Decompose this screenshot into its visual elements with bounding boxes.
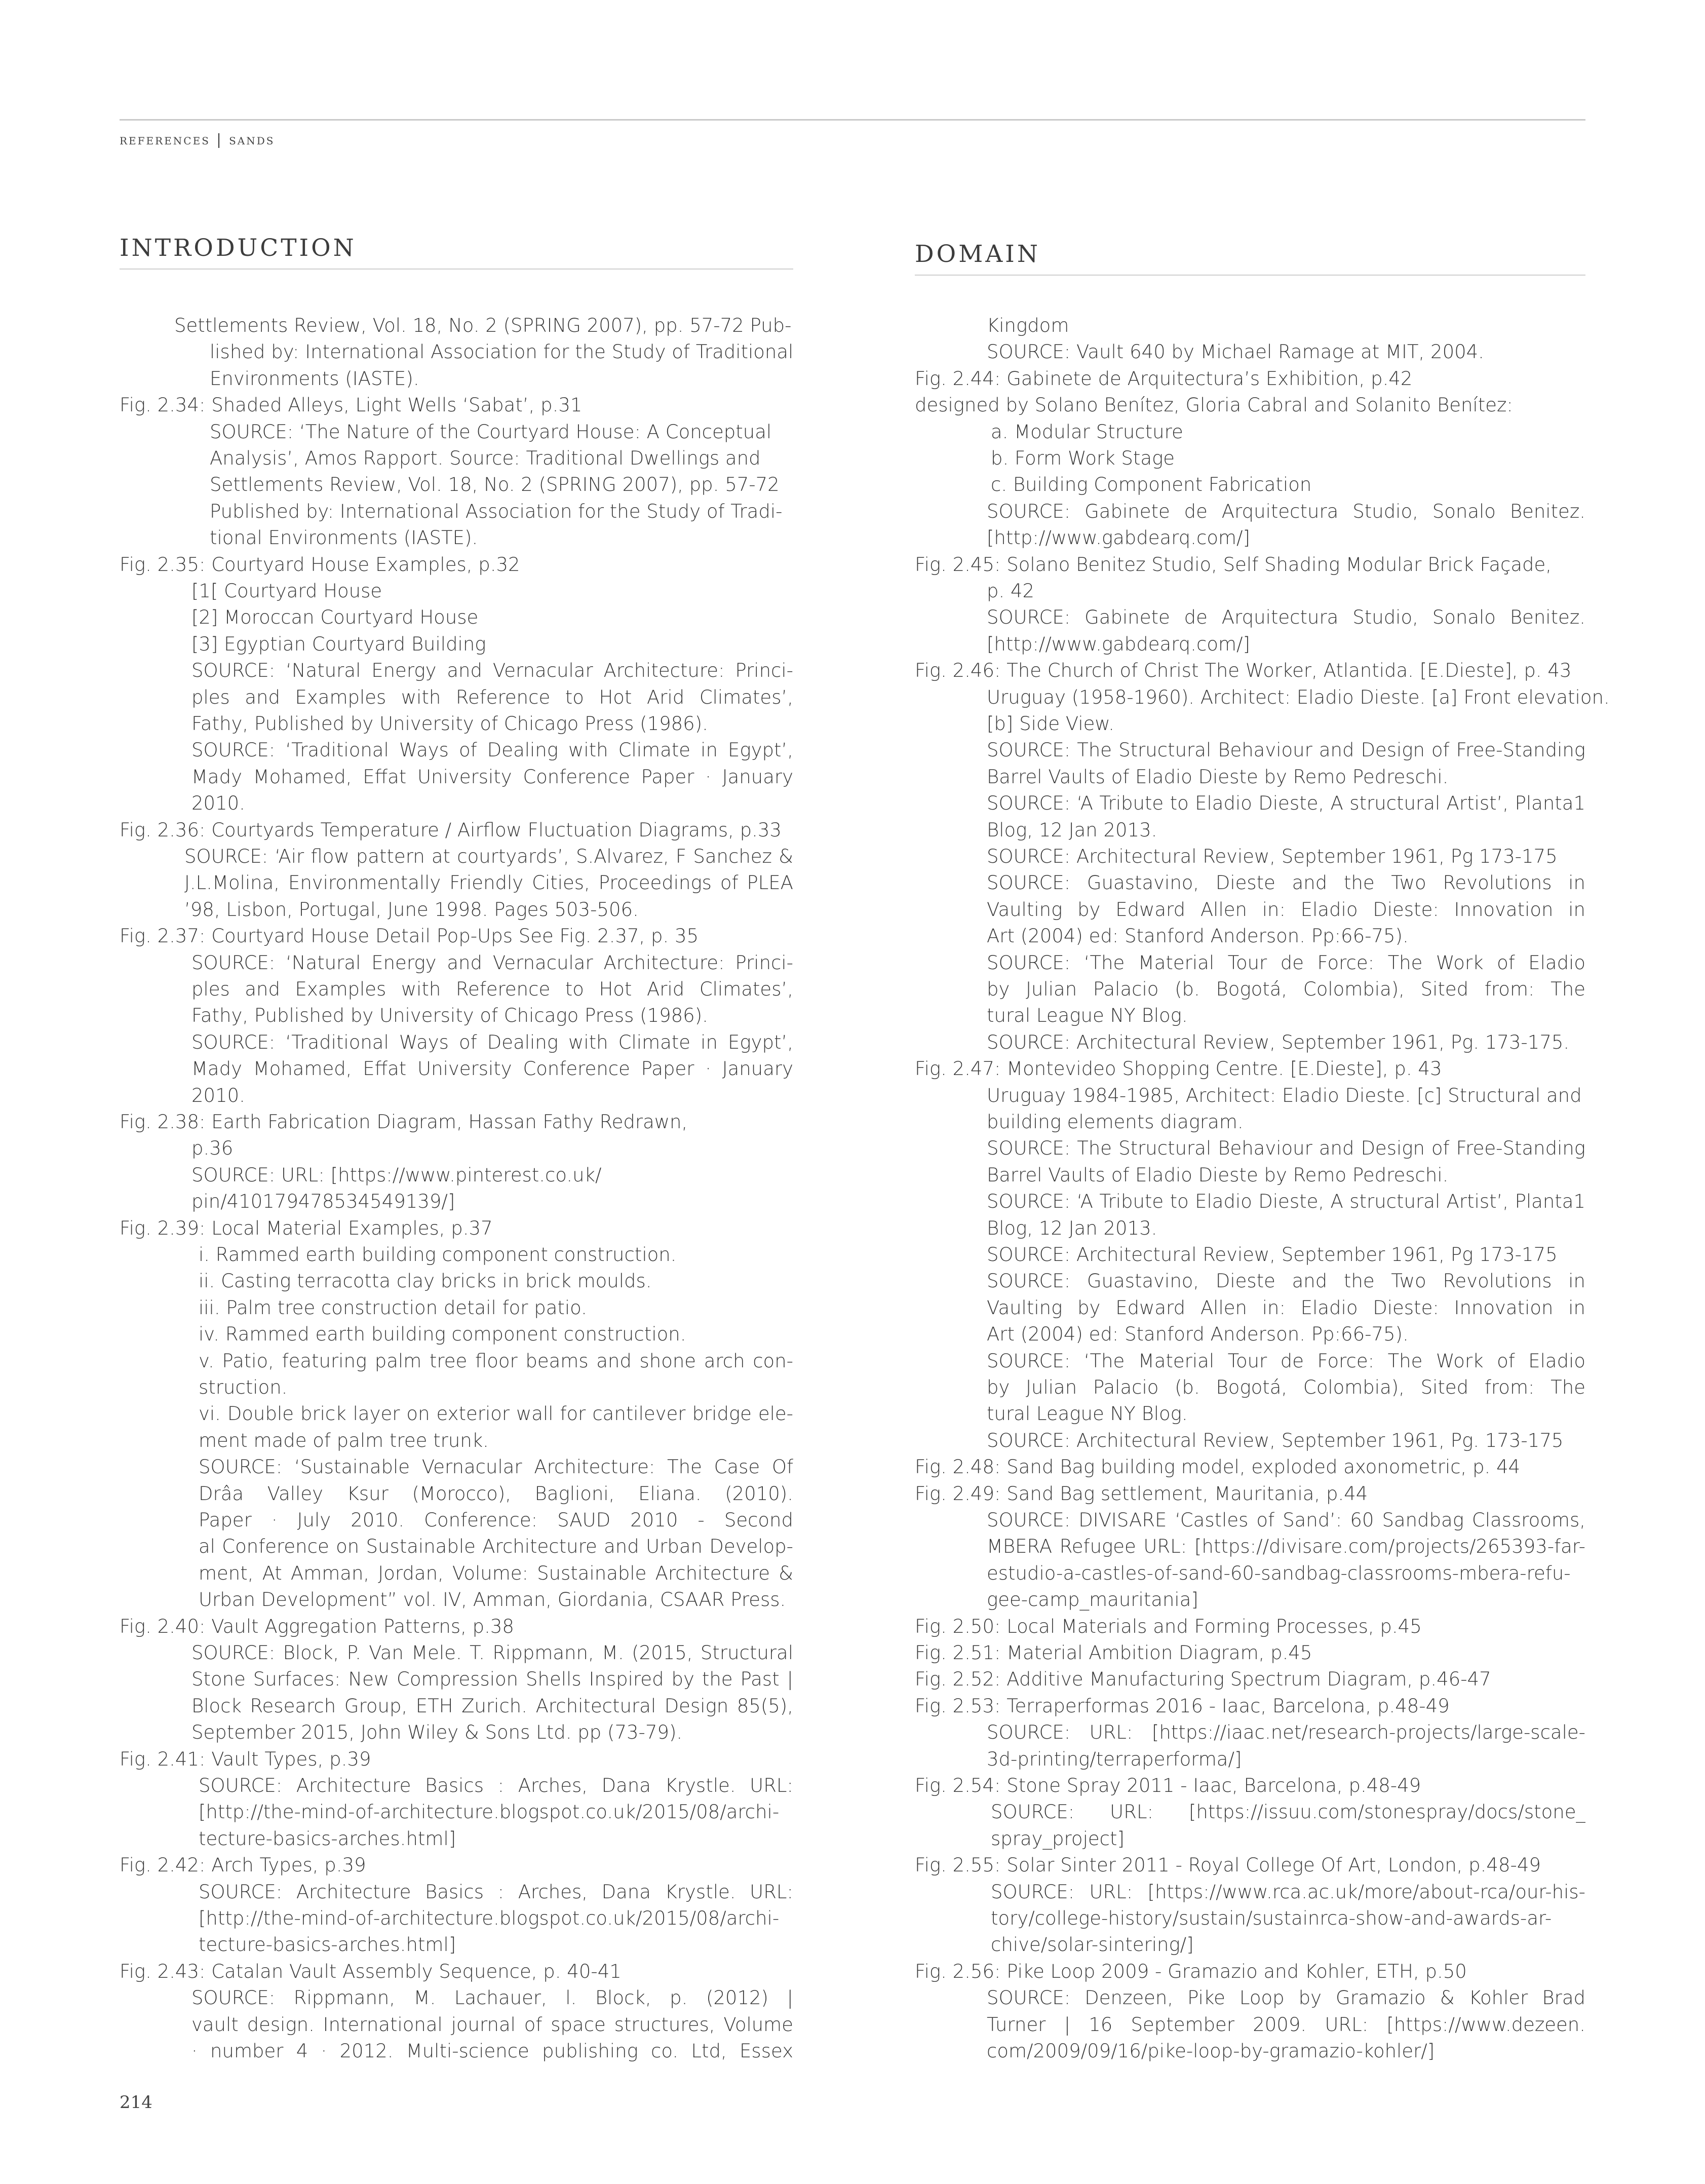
reference-detail-line: SOURCE: ‘The Material Tour de Force: The Work of Eladio <box>987 951 1585 974</box>
reference-detail-line: Published by: International Association for the Study of Tradi- <box>210 500 783 522</box>
reference-detail-line: SOURCE: ‘Sustainable Vernacular Architecture: The Case Of <box>199 1456 793 1478</box>
reference-detail-line: [2] Moroccan Courtyard House <box>191 606 479 629</box>
reference-detail-line: struction. <box>199 1376 288 1399</box>
reference-detail-line: Uruguay 1984-1985, Architect: Eladio Dieste. [c] Structural and <box>987 1084 1582 1106</box>
reference-detail-line: SOURCE: ‘The Nature of the Courtyard House: A Conceptual <box>210 420 772 443</box>
reference-detail-line: [http://www.gabdearq.com/] <box>987 633 1250 655</box>
reference-detail-line: SOURCE: Vault 640 by Michael Ramage at MIT, 2004. <box>987 341 1484 363</box>
reference-detail-line: Mady Mohamed, Effat University Conference Paper · January <box>191 1058 793 1080</box>
reference-entry-line: Fig. 2.46: The Church of Christ The Worker, Atlantida. [E.Dieste], p. 43 <box>915 660 1572 682</box>
reference-detail-line: Environments (IASTE). <box>210 367 419 390</box>
reference-detail-line: chive/solar-sintering/] <box>991 1934 1194 1956</box>
reference-detail-line: ment, At Amman, Jordan, Volume: Sustainable Architecture & <box>199 1562 793 1584</box>
reference-detail-line: vi. Double brick layer on exterior wall for cantilever bridge ele- <box>199 1403 793 1425</box>
reference-detail-line: [http://www.gabdearq.com/] <box>987 527 1250 549</box>
reference-detail-line: tecture-basics-arches.html] <box>199 1827 456 1850</box>
section-title-introduction: INTRODUCTION <box>120 234 357 262</box>
reference-detail-line: SOURCE: The Structural Behaviour and Design of Free-Standing <box>987 739 1585 761</box>
reference-detail-line: Stone Surfaces: New Compression Shells Inspired by the Past | <box>191 1668 793 1691</box>
reference-entry-line: Fig. 2.52: Additive Manufacturing Spectrum Diagram, p.46-47 <box>915 1668 1491 1691</box>
reference-detail-line: Barrel Vaults of Eladio Dieste by Remo Pedreschi. <box>987 765 1449 788</box>
reference-entry-line: Fig. 2.47: Montevideo Shopping Centre. [E.Dieste], p. 43 <box>915 1058 1442 1080</box>
reference-entry-line: Fig. 2.51: Material Ambition Diagram, p.45 <box>915 1642 1312 1664</box>
reference-detail-line: iv. Rammed earth building component construction. <box>199 1323 686 1346</box>
header-rule <box>120 119 1585 121</box>
section-rule <box>120 269 793 270</box>
reference-detail-line: Barrel Vaults of Eladio Dieste by Remo Pedreschi. <box>987 1164 1449 1186</box>
reference-detail-line: tural League NY Blog. <box>987 1403 1188 1425</box>
running-head: references | sands <box>120 131 275 148</box>
reference-detail-line: tory/college-history/sustain/sustainrca-show-and-awards-ar- <box>991 1907 1552 1930</box>
reference-detail-line: Blog, 12 Jan 2013. <box>987 1217 1157 1239</box>
reference-entry-line: Fig. 2.54: Stone Spray 2011 - Iaac, Barcelona, p.48-49 <box>915 1775 1421 1797</box>
reference-detail-line: SOURCE: ‘A Tribute to Eladio Dieste, A structural Artist’, Planta1 <box>987 792 1585 815</box>
reference-detail-line: al Conference on Sustainable Architecture and Urban Develop- <box>199 1536 793 1558</box>
reference-detail-line: SOURCE: Architectural Review, September 1961, Pg 173-175 <box>987 1244 1558 1266</box>
reference-detail-line: SOURCE: Gabinete de Arquitectura Studio, Sonalo Benitez. <box>987 500 1585 522</box>
reference-detail-line: Turner | 16 September 2009. URL: [https://www.dezeen. <box>987 2013 1585 2036</box>
reference-detail-line: SOURCE: Denzeen, Pike Loop by Gramazio & Kohler Brad <box>987 1987 1585 2009</box>
reference-detail-line: SOURCE: ‘Traditional Ways of Dealing with Climate in Egypt’, <box>191 739 793 761</box>
reference-detail-line: SOURCE: URL: [https://www.rca.ac.uk/more/about-rca/our-his- <box>991 1881 1585 1903</box>
reference-detail-line: tional Environments (IASTE). <box>210 527 478 549</box>
reference-entry-line: Fig. 2.48: Sand Bag building model, exploded axonometric, p. 44 <box>915 1456 1521 1478</box>
reference-detail-line: Analysis’, Amos Rapport. Source: Traditional Dwellings and <box>210 447 761 470</box>
reference-detail-line: a. Modular Structure <box>991 420 1183 443</box>
reference-detail-line: SOURCE: ‘Air flow pattern at courtyards’, S.Alvarez, F Sanchez & <box>184 846 793 868</box>
reference-detail-line: vault design. International journal of space structures, Volume <box>191 2013 793 2036</box>
reference-detail-line: SOURCE: URL: [https://www.pinterest.co.uk/ <box>191 1164 602 1186</box>
reference-entry-line: Fig. 2.43: Catalan Vault Assembly Sequence, p. 40-41 <box>120 1960 622 1982</box>
reference-detail-line: Vaulting by Edward Allen in: Eladio Dieste: Innovation in <box>987 1296 1585 1319</box>
reference-entry-line: Fig. 2.55: Solar Sinter 2011 - Royal College Of Art, London, p.48-49 <box>915 1854 1541 1876</box>
reference-entry-line: Fig. 2.39: Local Material Examples, p.37 <box>120 1217 493 1239</box>
reference-detail-line: SOURCE: The Structural Behaviour and Design of Free-Standing <box>987 1137 1585 1160</box>
reference-detail-line: Block Research Group, ETH Zurich. Architectural Design 85(5), <box>191 1695 793 1717</box>
reference-detail-line: SOURCE: URL: [https://iaac.net/research-projects/large-scale- <box>987 1721 1585 1744</box>
reference-entry-line: designed by Solano Benítez, Gloria Cabral and Solanito Benítez: <box>915 394 1513 416</box>
reference-detail-line: tecture-basics-arches.html] <box>199 1934 456 1956</box>
reference-detail-line: Settlements Review, Vol. 18, No. 2 (SPRING 2007), pp. 57-72 <box>210 474 780 496</box>
reference-detail-line: 3d-printing/terraperforma/] <box>987 1748 1242 1770</box>
reference-detail-line: SOURCE: DIVISARE ‘Castles of Sand’: 60 Sandbag Classrooms, <box>987 1509 1585 1531</box>
reference-entry-line: Fig. 2.38: Earth Fabrication Diagram, Hassan Fathy Redrawn, <box>120 1111 688 1133</box>
reference-detail-line: p.36 <box>191 1137 234 1160</box>
reference-detail-line: Uruguay (1958-1960). Architect: Eladio Dieste. [a] Front elevation. <box>987 686 1610 708</box>
reference-detail-line: SOURCE: Architectural Review, September 1961, Pg. 173-175. <box>987 1031 1570 1053</box>
reference-detail-line: · number 4 · 2012. Multi-science publishing co. Ltd, Essex <box>191 2040 793 2062</box>
reference-detail-line: lished by: International Association for the Study of Traditional <box>210 341 794 363</box>
reference-detail-line: Drâa Valley Ksur (Morocco), Baglioni, Eliana. (2010). <box>199 1482 793 1505</box>
reference-entry-line: Fig. 2.42: Arch Types, p.39 <box>120 1854 366 1876</box>
reference-detail-line: 2010. <box>191 1084 245 1106</box>
reference-detail-line: SOURCE: ‘Natural Energy and Vernacular Architecture: Princi- <box>191 660 793 682</box>
reference-detail-line: SOURCE: ‘Traditional Ways of Dealing with Climate in Egypt’, <box>191 1031 793 1053</box>
reference-entry-line: Fig. 2.56: Pike Loop 2009 - Gramazio and Kohler, ETH, p.50 <box>915 1960 1467 1982</box>
reference-detail-line: b. Form Work Stage <box>991 447 1175 470</box>
reference-detail-line: SOURCE: Architecture Basics : Arches, Dana Krystle. URL: <box>199 1775 793 1797</box>
reference-detail-line: i. Rammed earth building component construction. <box>199 1244 677 1266</box>
reference-detail-line: tural League NY Blog. <box>987 1005 1188 1027</box>
reference-detail-line: Paper · July 2010. Conference: SAUD 2010 - Second <box>199 1509 793 1531</box>
reference-entry-line: Fig. 2.45: Solano Benitez Studio, Self Shading Modular Brick Façade, <box>915 553 1552 576</box>
reference-detail-line: spray_project] <box>991 1827 1125 1850</box>
reference-detail-line: [b] Side View. <box>987 713 1115 735</box>
reference-detail-line: p. 42 <box>987 580 1035 602</box>
reference-entry-line: Fig. 2.36: Courtyards Temperature / Airflow Fluctuation Diagrams, p.33 <box>120 819 782 841</box>
reference-detail-line: 2010. <box>191 792 245 815</box>
reference-detail-line: SOURCE: Guastavino, Dieste and the Two Revolutions in <box>987 1270 1585 1292</box>
reference-detail-line: [http://the-mind-of-architecture.blogspot.co.uk/2015/08/archi- <box>199 1907 780 1930</box>
left-references-column <box>120 313 793 2064</box>
reference-detail-line: MBERA Refugee URL: [https://divisare.com/projects/265393-far- <box>987 1536 1585 1558</box>
reference-entry-line: Fig. 2.53: Terraperformas 2016 - Iaac, Barcelona, p.48-49 <box>915 1695 1450 1717</box>
reference-detail-line: estudio-a-castles-of-sand-60-sandbag-classrooms-mbera-refu- <box>987 1562 1571 1584</box>
reference-detail-line: [3] Egyptian Courtyard Building <box>191 633 486 655</box>
reference-detail-line: [1[ Courtyard House <box>191 580 382 602</box>
reference-detail-line: Blog, 12 Jan 2013. <box>987 819 1157 841</box>
reference-detail-line: SOURCE: ‘The Material Tour de Force: The Work of Eladio <box>987 1350 1585 1372</box>
page-number: 214 <box>120 2092 152 2113</box>
reference-entry-line: Fig. 2.41: Vault Types, p.39 <box>120 1748 371 1770</box>
reference-detail-line: J.L.Molina, Environmentally Friendly Cities, Proceedings of PLEA <box>184 872 793 894</box>
reference-detail-line: gee-camp_mauritania] <box>987 1589 1198 1611</box>
reference-detail-line: SOURCE: ‘A Tribute to Eladio Dieste, A structural Artist’, Planta1 <box>987 1191 1585 1213</box>
reference-entry-line: Fig. 2.37: Courtyard House Detail Pop-Ups See Fig. 2.37, p. 35 <box>120 925 699 947</box>
reference-detail-line: ples and Examples with Reference to Hot Arid Climates’, <box>191 978 793 1001</box>
reference-entry-line: Fig. 2.50: Local Materials and Forming Processes, p.45 <box>915 1615 1422 1637</box>
reference-detail-line: SOURCE: Architecture Basics : Arches, Dana Krystle. URL: <box>199 1881 793 1903</box>
reference-entry-line: Fig. 2.49: Sand Bag settlement, Mauritania, p.44 <box>915 1482 1368 1505</box>
reference-detail-line: Art (2004) ed: Stanford Anderson. Pp:66-75). <box>987 1323 1409 1346</box>
reference-detail-line: v. Patio, featuring palm tree floor beams and shone arch con- <box>199 1350 793 1372</box>
reference-detail-line: building elements diagram. <box>987 1111 1244 1133</box>
reference-detail-line: SOURCE: Guastavino, Dieste and the Two Revolutions in <box>987 872 1585 894</box>
reference-detail-line: Urban Development” vol. IV, Amman, Giordania, CSAAR Press. <box>199 1589 786 1611</box>
reference-detail-line: Art (2004) ed: Stanford Anderson. Pp:66-75). <box>987 925 1409 947</box>
right-section-header <box>915 239 1585 276</box>
reference-detail-line: SOURCE: Architectural Review, September 1961, Pg. 173-175 <box>987 1429 1564 1451</box>
reference-detail-line: SOURCE: URL: [https://issuu.com/stonespray/docs/stone_ <box>991 1801 1585 1823</box>
left-section-header <box>120 233 793 270</box>
reference-detail-line: Fathy, Published by University of Chicago Press (1986). <box>191 1005 708 1027</box>
reference-detail-line: com/2009/09/16/pike-loop-by-gramazio-kohler/] <box>987 2040 1435 2062</box>
reference-detail-line: by Julian Palacio (b. Bogotá, Colombia), Sited from: The <box>987 978 1585 1001</box>
reference-detail-line: SOURCE: Rippmann, M. Lachauer, l. Block, p. (2012) | <box>191 1987 793 2009</box>
reference-entry-line: Fig. 2.35: Courtyard House Examples, p.32 <box>120 553 520 576</box>
reference-detail-line: September 2015, John Wiley & Sons Ltd. pp (73-79). <box>191 1721 683 1744</box>
reference-detail-line: Kingdom <box>987 315 1069 336</box>
reference-detail-line: ples and Examples with Reference to Hot Arid Climates’, <box>191 686 793 708</box>
reference-detail-line: ment made of palm tree trunk. <box>199 1429 489 1451</box>
section-title-domain: DOMAIN <box>915 240 1040 268</box>
reference-detail-line: Fathy, Published by University of Chicago Press (1986). <box>191 713 708 735</box>
reference-detail-line: ii. Casting terracotta clay bricks in brick moulds. <box>199 1270 652 1292</box>
reference-entry-line: Fig. 2.34: Shaded Alleys, Light Wells ‘Sabat’, p.31 <box>120 394 583 416</box>
reference-detail-line: c. Building Component Fabrication <box>991 474 1312 496</box>
reference-entry-line: Fig. 2.40: Vault Aggregation Patterns, p.38 <box>120 1615 514 1637</box>
reference-detail-line: SOURCE: Block, P. Van Mele. T. Rippmann, M. (2015, Structural <box>191 1642 793 1664</box>
reference-detail-line: pin/410179478534549139/] <box>191 1191 455 1213</box>
section-rule <box>915 275 1585 276</box>
reference-detail-line: Vaulting by Edward Allen in: Eladio Dieste: Innovation in <box>987 898 1585 921</box>
reference-detail-line: SOURCE: Architectural Review, September 1961, Pg 173-175 <box>987 846 1558 868</box>
right-references-column <box>915 313 1610 2064</box>
reference-detail-line: Mady Mohamed, Effat University Conference Paper · January <box>191 765 793 788</box>
reference-detail-line: Settlements Review, Vol. 18, No. 2 (SPRING 2007), pp. 57-72 Pub- <box>174 315 792 336</box>
reference-detail-line: SOURCE: ‘Natural Energy and Vernacular Architecture: Princi- <box>191 951 793 974</box>
reference-detail-line: ’98, Lisbon, Portugal, June 1998. Pages 503-506. <box>184 898 639 921</box>
reference-detail-line: [http://the-mind-of-architecture.blogspot.co.uk/2015/08/archi- <box>199 1801 780 1823</box>
reference-detail-line: iii. Palm tree construction detail for patio. <box>199 1296 587 1319</box>
reference-detail-line: SOURCE: Gabinete de Arquitectura Studio, Sonalo Benitez. <box>987 606 1585 629</box>
reference-detail-line: by Julian Palacio (b. Bogotá, Colombia), Sited from: The <box>987 1376 1585 1399</box>
reference-entry-line: Fig. 2.44: Gabinete de Arquitectura’s Exhibition, p.42 <box>915 367 1413 390</box>
